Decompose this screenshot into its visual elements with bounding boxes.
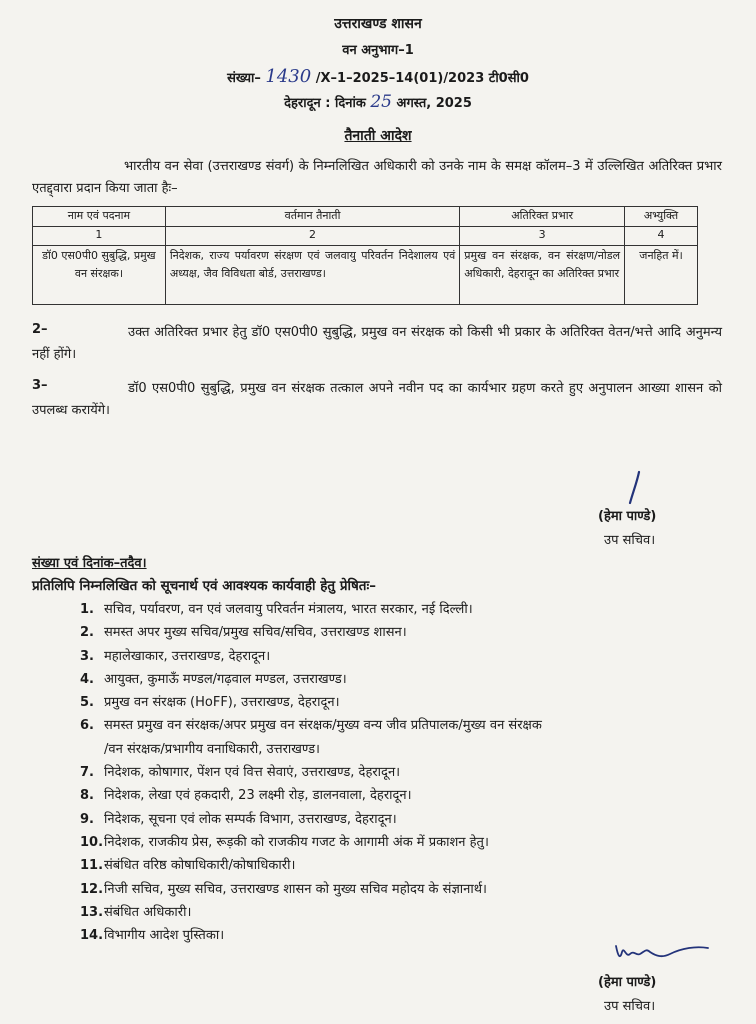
col-header-additional-charge: अतिरिक्त प्रभार [460,207,625,227]
date-prefix: देहरादून : दिनांक [284,96,366,111]
signature-mark [622,470,652,506]
list-item: 7. निदेशक, कोषागार, पेंशन एवं वित्त सेवाएं, उत्तराखण्ड, देहरादून। [80,765,401,781]
signature-mark [612,938,712,970]
signatory-designation: उप सचिव। [604,533,656,548]
list-item: 10.निदेशक, राजकीय प्रेस, रूड़की को राजकीय गजट के आगामी अंक में प्रकाशन हेतु। [80,834,489,850]
paragraph-number: 2– [32,322,48,337]
signatory-designation: उप सचिव। [604,999,656,1014]
officer-name: डॉ0 एस0पी0 सुबुद्धि, प्रमुख वन संरक्षक। [33,246,166,305]
list-item: 9. निदेशक, सूचना एवं लोक सम्पर्क विभाग, उत्तराखण्ड, देहरादून। [80,811,397,827]
col-number: 4 [625,227,698,246]
col-header-current-posting: वर्तमान तैनाती [165,207,459,227]
current-posting: निदेशक, राज्य पर्यावरण संरक्षण एवं जलवायु परिवर्तन निदेशालय एवं अध्यक्ष, जैव विविधता बोर्ड, उत्तराखण्ड। [165,246,459,305]
government-heading: उत्तराखण्ड शासन [334,16,422,32]
paragraph-2: उक्त अतिरिक्त प्रभार हेतु डॉ0 एस0पी0 सुबुद्धि, प्रमुख वन संरक्षक को किसी भी प्रकार के अतिरिक्त वेतन/भत्ते आदि अनुमन्य नहीं होंगे। [32,325,722,362]
table-row [33,246,698,305]
copy-intro: प्रतिलिपि निम्नलिखित को सूचनार्थ एवं आवश्यक कार्यवाही हेतु प्रेषितः– [32,578,376,594]
col-header-name: नाम एवं पदनाम [33,207,166,227]
paragraph-number: 3– [32,378,48,393]
ref-prefix: संख्या– [227,71,261,86]
list-item: 2. समस्त अपर मुख्य सचिव/प्रमुख सचिव/सचिव, उत्तराखण्ड शासन। [80,625,407,641]
date-line [0,92,756,112]
signatory-name: (हेमा पाण्डे) [598,975,657,990]
col-header-remarks: अभ्युक्ति [625,207,698,227]
list-item: 6. समस्त प्रमुख वन संरक्षक/अपर प्रमुख वन संरक्षक/मुख्य वन्य जीव प्रतिपालक/मुख्य वन संरक्षक /वन संरक्षक/प्रभागीय वनाधिकारी, उत्तराखण्ड। [80,718,542,757]
list-item: 8. निदेशक, लेखा एवं हकदारी, 23 लक्ष्मी रोड़, डालनवाला, देहरादून। [80,788,412,804]
list-item: 5. प्रमुख वन संरक्षक (HoFF), उत्तराखण्ड, देहरादून। [80,695,340,711]
list-item: 1. सचिव, पर्यावरण, वन एवं जलवायु परिवर्तन मंत्रालय, भारत सरकार, नई दिल्ली। [80,602,473,617]
table-number-row [33,227,698,246]
col-number: 1 [33,227,166,246]
intro-paragraph: भारतीय वन सेवा (उत्तराखण्ड संवर्ग) के निम्नलिखित अधिकारी को उनके नाम के समक्ष कॉलम–3 में उल्लिखित अतिरिक्त प्रभार एतद्द्वारा प्रदान किया जाता हैः– [32,159,722,196]
list-item: 3. महालेखाकार, उत्तराखण्ड, देहरादून। [80,648,271,664]
signatory-name: (हेमा पाण्डे) [598,509,657,524]
ref-number-handwritten: 1430 [265,66,312,87]
list-item: 14.विभागीय आदेश पुस्तिका। [80,928,225,944]
list-item: 4. आयुक्त, कुमाऊँ मण्डल/गढ़वाल मण्डल, उत्तराखण्ड। [80,671,347,687]
ref-suffix: /X–1–2025–14(01)/2023 टी0सी0 [315,71,529,86]
col-number: 3 [460,227,625,246]
section-heading: वन अनुभाग–1 [342,43,414,58]
remarks: जनहित में। [625,246,698,305]
list-item: 12.निजी सचिव, मुख्य सचिव, उत्तराखण्ड शासन को मुख्य सचिव महोदय के संज्ञानार्थ। [80,881,487,897]
copy-ref-line: संख्या एवं दिनांक–तदैव। [32,556,147,571]
date-suffix: अगस्त, 2025 [396,96,472,111]
copy-recipient-list [80,598,730,947]
paragraph-3: डॉ0 एस0पी0 सुबुद्धि, प्रमुख वन संरक्षक तत्काल अपने नवीन पद का कार्यभार ग्रहण करते हुए अनुपालन आख्या शासन को उपलब्ध करायेंगे। [32,381,722,418]
reference-number-line [0,66,756,87]
date-day-handwritten: 25 [370,92,392,112]
order-title: तैनाती आदेश [344,128,412,144]
posting-table [32,206,698,305]
list-item: 11.संबंधित वरिष्ठ कोषाधिकारी/कोषाधिकारी। [80,858,296,874]
additional-charge: प्रमुख वन संरक्षक, वन संरक्षण/नोडल अधिकारी, देहरादून का अतिरिक्त प्रभार [460,246,625,305]
col-number: 2 [165,227,459,246]
table-header-row [33,207,698,227]
list-item: 13.संबंधित अधिकारी। [80,904,192,920]
